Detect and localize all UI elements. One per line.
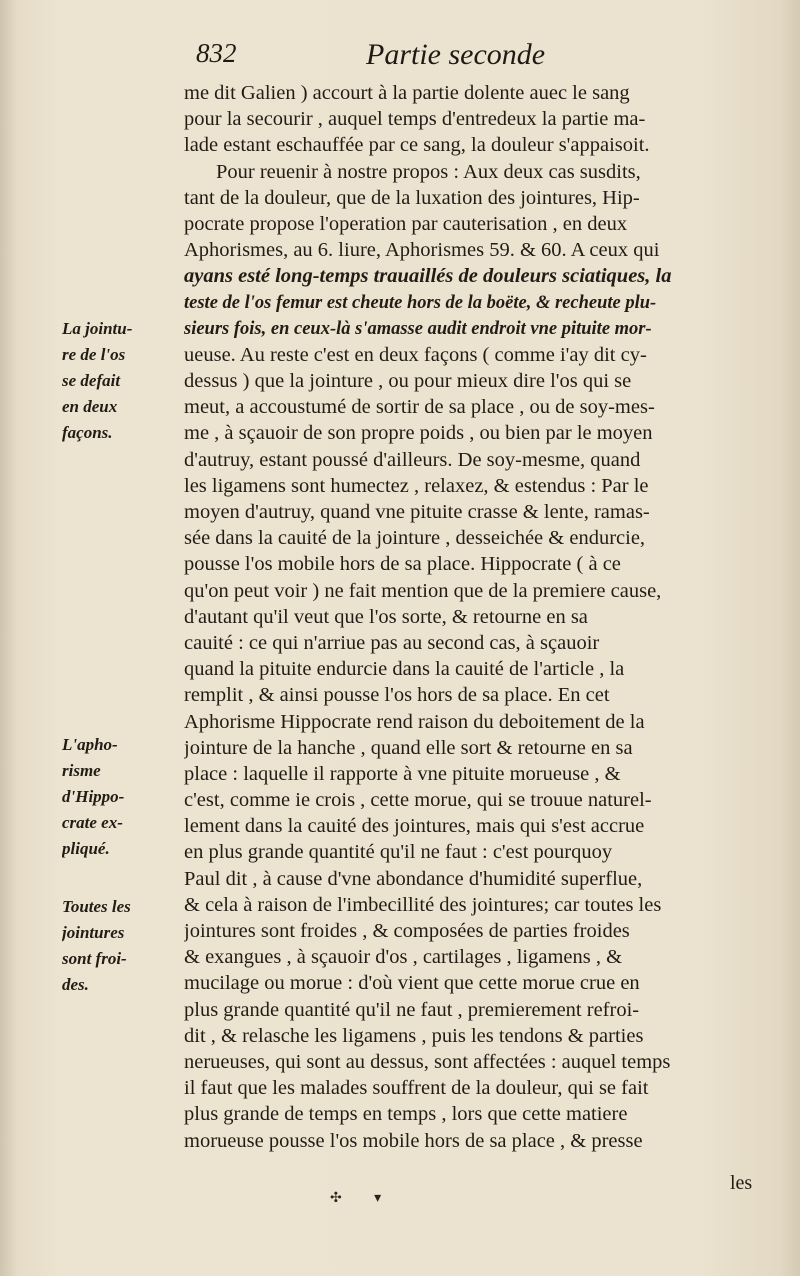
- sidenote-line: des.: [62, 975, 89, 994]
- text-line: lement dans la cauité des jointures, mais qui s'est accrue: [184, 815, 645, 838]
- sidenote-jointures-froides: [62, 894, 178, 998]
- text-line: pocrate propose l'operation par cauterisation , en deux: [184, 212, 628, 235]
- body-text: [184, 80, 766, 1154]
- text-line: Aphorismes, au 6. liure, Aphorismes 59. & 60. A ceux qui: [184, 239, 660, 262]
- text-line: les ligamens sont humectez , relaxez, & estendus : Par le: [184, 474, 649, 497]
- text-line: meut, a accoustumé de sortir de sa place , ou de soy-mes-: [184, 396, 655, 419]
- sidenote-line: re de l'os: [62, 345, 126, 364]
- catchword: les: [730, 1172, 753, 1194]
- text-line: Paul dit , à cause d'vne abondance d'humidité superflue,: [184, 867, 643, 890]
- text-line: il faut que les malades souffrent de la douleur, qui se fait: [184, 1077, 649, 1100]
- text-line: sée dans la cauité de la jointure , desseichée & endurcie,: [184, 527, 646, 550]
- text-line: moyen d'autruy, quand vne pituite crasse & lente, ramas-: [184, 501, 650, 523]
- sidenote-line: Toutes les: [62, 897, 131, 916]
- text-line: cauité : ce qui n'arriue pas au second cas, à sçauoir: [184, 631, 600, 654]
- text-line: lade estant eschauffée par ce sang, la douleur s'appaisoit.: [184, 134, 650, 157]
- sidenote-line: jointures: [62, 923, 125, 942]
- text-line: dit , & relasche les ligamens , puis les tendons & parties: [184, 1024, 644, 1047]
- page-number: 832: [196, 38, 237, 68]
- text-line: Aphorisme Hippocrate rend raison du deboitement de la: [184, 710, 645, 733]
- sidenote-line: façons.: [62, 423, 113, 442]
- text-line: qu'on peut voir ) ne fait mention que de la premiere cause,: [184, 579, 662, 602]
- text-line: pour la secourir , auquel temps d'entredeux la partie ma-: [184, 108, 646, 131]
- text-line: place : laquelle il rapporte à vne pituite morueuse , &: [184, 762, 621, 785]
- ornament-icon: ✣ ▾: [330, 1190, 396, 1206]
- sidenote-line: La jointu-: [62, 319, 133, 338]
- sidenote-line: crate ex-: [62, 813, 123, 832]
- text-line: ueuse. Au reste c'est en deux façons ( comme i'ay dit cy-: [184, 343, 647, 366]
- sidenote-line: risme: [62, 761, 101, 780]
- running-title: Partie seconde: [366, 38, 546, 71]
- text-line: me dit Galien ) accourt à la partie dolente auec le sang: [184, 82, 630, 104]
- sidenote-line: pliqué.: [62, 839, 110, 858]
- text-line: d'autruy, estant poussé d'ailleurs. De soy-mesme, quand: [184, 448, 641, 471]
- sidenote-line: en deux: [62, 397, 118, 416]
- text-line: dessus ) que la jointure , ou pour mieux dire l'os qui se: [184, 370, 632, 393]
- text-line: morueuse pousse l'os mobile hors de sa place , & presse: [184, 1129, 643, 1152]
- text-line: pousse l'os mobile hors de sa place. Hippocrate ( à ce: [184, 553, 621, 576]
- sidenote-line: sont froi-: [62, 949, 127, 968]
- text-line: jointures sont froides , & composées de parties froides: [184, 920, 630, 942]
- text-line: remplit , & ainsi pousse l'os hors de sa place. En cet: [184, 684, 610, 707]
- text-line: & cela à raison de l'imbecillité des jointures; car toutes les: [184, 893, 662, 916]
- text-line: nerueuses, qui sont au dessus, sont affectées : auquel temps: [184, 1050, 671, 1073]
- text-line: jointure de la hanche , quand elle sort & retourne en sa: [184, 736, 633, 759]
- sidenote-jointure: [62, 316, 178, 446]
- text-line: Pour reuenir à nostre propos : Aux deux cas susdits,: [216, 160, 641, 183]
- text-line: en plus grande quantité qu'il ne faut : c'est pourquoy: [184, 841, 613, 864]
- sidenote-line: se defait: [62, 371, 121, 390]
- text-line: plus grande quantité qu'il ne faut , premierement refroi-: [184, 998, 640, 1021]
- text-line: plus grande de temps en temps , lors que cette matiere: [184, 1103, 628, 1126]
- sidenote-line: L'apho-: [62, 735, 118, 754]
- text-line: teste de l'os femur est cheute hors de la boëte, & recheute plu-: [184, 292, 657, 313]
- text-line: ayans esté long-temps trauaillés de douleurs sciatiques, la: [184, 265, 672, 288]
- page-header: [196, 38, 740, 78]
- text-line: mucilage ou morue : d'où vient que cette morue crue en: [184, 972, 640, 995]
- text-line: quand la pituite endurcie dans la cauité de l'article , la: [184, 658, 625, 681]
- text-line: & exangues , à sçauoir d'os , cartilages , ligamens , &: [184, 946, 623, 969]
- text-line: me , à sçauoir de son propre poids , ou bien par le moyen: [184, 422, 653, 445]
- text-line: tant de la douleur, que de la luxation des jointures, Hip-: [184, 186, 640, 209]
- text-line: c'est, comme ie crois , cette morue, qui se trouue naturel-: [184, 789, 652, 812]
- sidenote-line: d'Hippo-: [62, 787, 125, 806]
- sidenote-aphorisme: [62, 732, 178, 862]
- text-line: d'autant qu'il veut que l'os sorte, & retourne en sa: [184, 605, 588, 628]
- text-line: sieurs fois, en ceux-là s'amasse audit endroit vne pituite mor-: [184, 318, 652, 339]
